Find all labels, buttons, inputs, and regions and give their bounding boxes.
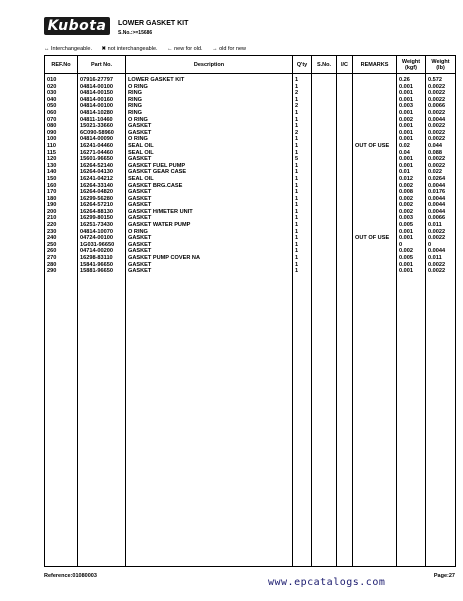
description-column: [126, 74, 293, 567]
table-body-row: [45, 74, 456, 567]
ref-no-cell: 240: [47, 235, 57, 242]
ref-no-cell: 210: [47, 215, 57, 222]
page-number: Page:27: [433, 573, 455, 579]
ref-no-cell: 050: [47, 103, 57, 110]
serial-number-note: S.No.:>=15686: [118, 30, 153, 36]
qty-cell: 1: [295, 83, 299, 90]
part-no-cell: 16299-56280: [80, 195, 113, 202]
remarks-cell: [355, 84, 394, 91]
remarks-cell: [355, 202, 394, 209]
qty-cell: 2: [295, 129, 299, 136]
weight-lb-cell: 0.572: [428, 77, 442, 83]
ref-no-cell: 040: [47, 96, 57, 103]
weight-lb-cell: 0.011: [428, 255, 442, 262]
qty-cell: 1: [295, 261, 299, 268]
ref-no-cell: 010: [47, 77, 57, 83]
qty-cell: 1: [295, 235, 299, 242]
weight-lb-cell: 0.0022: [428, 261, 446, 268]
description-cell: SEAL OIL: [128, 142, 154, 149]
qty-cell: 1: [295, 136, 299, 143]
part-no-cell: 04814-00150: [80, 90, 113, 97]
col-header-ic: I/C: [337, 56, 353, 74]
part-no-cell: 16298-83110: [80, 255, 113, 262]
weight-kgf-cell: 0.26: [399, 77, 410, 83]
part-no-cell: 16264-57210: [80, 202, 113, 209]
description-cell: GASKET GEAR CASE: [128, 169, 187, 176]
part-no-cell: 16241-04212: [80, 175, 113, 182]
remarks-cell: [355, 209, 394, 216]
part-no-column: [78, 74, 126, 567]
ref-no-cell: 220: [47, 222, 57, 229]
weight-kgf-cell: 0.001: [399, 83, 413, 90]
remarks-cell: [355, 262, 394, 269]
weight-lb-cell: 0.0044: [428, 182, 446, 189]
description-cell: GASKET H/METER UNIT: [128, 208, 193, 215]
remarks-cell: [355, 255, 394, 262]
remarks-cell: OUT OF USE: [355, 235, 390, 242]
qty-cell: 2: [295, 103, 299, 110]
ref-no-cell: 270: [47, 255, 57, 262]
watermark-url: www.epcatalogs.com: [268, 577, 386, 588]
ref-no-cell: 110: [47, 142, 57, 149]
description-cell: SEAL OIL: [128, 149, 154, 156]
reference-number: Reference:01080003: [44, 573, 97, 579]
remarks-cell: [355, 123, 394, 130]
weight-kgf-cell: 0.001: [399, 261, 413, 268]
qty-cell: 1: [295, 169, 299, 176]
ref-no-column: [45, 74, 78, 567]
description-cell: GASKET: [128, 241, 152, 248]
remarks-cell: [355, 136, 394, 143]
ref-no-cell: 260: [47, 248, 57, 255]
part-no-cell: 16241-04460: [80, 142, 113, 149]
ref-no-cell: 280: [47, 261, 57, 268]
weight-lb-cell: 0.0022: [428, 162, 446, 169]
remarks-cell: [355, 183, 394, 190]
ref-no-cell: 160: [47, 182, 57, 189]
part-no-cell: 16264-52140: [80, 162, 113, 169]
weight-lb-cell: 0.0022: [428, 109, 446, 116]
description-cell: O RING: [128, 136, 148, 143]
weight-lb-cell: 0.044: [428, 142, 442, 149]
weight-lb-cell: 0.0264: [428, 175, 446, 182]
weight-lb-cell: 0.0044: [428, 202, 446, 209]
remarks-cell: [355, 117, 394, 124]
col-header-weight-lb: Weight (lb): [426, 56, 456, 74]
weight-kgf-cell: 0.008: [399, 189, 413, 196]
part-no-cell: 15601-96650: [80, 156, 113, 163]
part-no-cell: 16251-73430: [80, 222, 113, 229]
col-header-ref-no: REF.No: [45, 56, 78, 74]
remarks-cell: [355, 222, 394, 229]
weight-kgf-column: [397, 74, 426, 567]
weight-kgf-cell: 0.002: [399, 182, 413, 189]
description-cell: GASKET: [128, 268, 152, 275]
remarks-cell: [355, 156, 394, 163]
weight-kgf-cell: 0.001: [399, 268, 413, 275]
weight-lb-cell: 0.088: [428, 149, 442, 156]
qty-cell: 1: [295, 77, 299, 83]
description-cell: GASKET: [128, 123, 152, 130]
col-header-description: Description: [126, 56, 293, 74]
col-header-serial-no: S.No.: [312, 56, 337, 74]
weight-lb-column: [426, 74, 456, 567]
page-title: LOWER GASKET KIT: [118, 20, 189, 27]
legend-old-for-new: → old for new: [212, 46, 246, 52]
remarks-cell: [355, 97, 394, 104]
part-no-cell: 04814-00100: [80, 83, 113, 90]
ref-no-cell: 020: [47, 83, 57, 90]
qty-cell: 1: [295, 202, 299, 209]
description-cell: GASKET: [128, 129, 152, 136]
qty-cell: 1: [295, 208, 299, 215]
description-cell: RING: [128, 109, 142, 116]
remarks-cell: [355, 169, 394, 176]
weight-kgf-cell: 0: [399, 241, 403, 248]
remarks-cell: OUT OF USE: [355, 142, 390, 149]
part-no-cell: 16264-33140: [80, 182, 113, 189]
weight-kgf-cell: 0.001: [399, 123, 413, 130]
ref-no-cell: 090: [47, 129, 57, 136]
ref-no-cell: 250: [47, 241, 57, 248]
weight-kgf-cell: 0.04: [399, 149, 410, 156]
part-no-cell: 04814-00160: [80, 96, 113, 103]
ref-no-cell: 180: [47, 195, 57, 202]
remarks-cell: [355, 150, 394, 157]
brand-logo-text: Kubota: [47, 18, 107, 34]
serial-no-column: [312, 74, 337, 567]
part-no-cell: 04814-00100: [80, 103, 113, 110]
weight-lb-cell: 0.0022: [428, 83, 446, 90]
qty-cell: 1: [295, 182, 299, 189]
weight-kgf-cell: 0.002: [399, 208, 413, 215]
weight-lb-cell: 0.0044: [428, 116, 446, 123]
part-no-cell: 15021-33660: [80, 123, 113, 130]
col-header-weight-kgf: Weight (kgf): [397, 56, 426, 74]
remarks-cell: [355, 176, 394, 183]
weight-kgf-cell: 0.02: [399, 142, 410, 149]
qty-cell: 1: [295, 241, 299, 248]
ref-no-cell: 070: [47, 116, 57, 123]
weight-lb-cell: 0.0022: [428, 96, 446, 103]
description-cell: RING: [128, 90, 142, 97]
weight-lb-cell: 0.022: [428, 169, 442, 176]
part-no-cell: 04811-10460: [80, 116, 113, 123]
part-no-cell: 1G031-96650: [80, 241, 115, 248]
qty-column: [293, 74, 312, 567]
weight-kgf-cell: 0.001: [399, 235, 413, 242]
remarks-cell: [355, 248, 394, 255]
description-cell: GASKET: [128, 235, 152, 242]
description-cell: GASKET BRG.CASE: [128, 182, 183, 189]
weight-lb-cell: 0.0176: [428, 189, 446, 196]
col-header-remarks: REMARKS: [353, 56, 397, 74]
weight-kgf-cell: 0.005: [399, 222, 413, 229]
col-header-qty: Q'ty: [293, 56, 312, 74]
ref-no-cell: 130: [47, 162, 57, 169]
remarks-cell: [355, 163, 394, 170]
description-cell: GASKET PUMP COVER NA: [128, 255, 201, 262]
weight-lb-cell: 0.0066: [428, 103, 446, 110]
ref-no-cell: 080: [47, 123, 57, 130]
part-no-cell: 04814-00090: [80, 136, 113, 143]
qty-cell: 1: [295, 123, 299, 130]
remarks-cell: [355, 242, 394, 249]
weight-kgf-cell: 0.003: [399, 103, 413, 110]
qty-cell: 1: [295, 195, 299, 202]
ref-no-cell: 200: [47, 208, 57, 215]
weight-kgf-cell: 0.002: [399, 248, 413, 255]
qty-cell: 1: [295, 175, 299, 182]
description-cell: GASKET: [128, 248, 152, 255]
qty-cell: 1: [295, 228, 299, 235]
description-cell: GASKET: [128, 195, 152, 202]
weight-kgf-cell: 0.001: [399, 129, 413, 136]
part-no-cell: 16264-88130: [80, 208, 113, 215]
weight-lb-cell: 0.0044: [428, 248, 446, 255]
weight-lb-cell: 0.0022: [428, 136, 446, 143]
weight-kgf-cell: 0.001: [399, 162, 413, 169]
weight-kgf-cell: 0.001: [399, 109, 413, 116]
remarks-cell: [355, 268, 394, 275]
weight-kgf-cell: 0.002: [399, 195, 413, 202]
ref-no-cell: 190: [47, 202, 57, 209]
weight-lb-cell: 0.0044: [428, 208, 446, 215]
kubota-logo: [44, 17, 110, 35]
weight-kgf-cell: 0.002: [399, 202, 413, 209]
weight-lb-cell: 0: [428, 241, 432, 248]
description-cell: GASKET: [128, 156, 152, 163]
qty-cell: 1: [295, 96, 299, 103]
parts-table: [44, 55, 456, 567]
weight-lb-cell: 0.0022: [428, 129, 446, 136]
part-no-cell: 16264-04130: [80, 169, 113, 176]
ref-no-cell: 140: [47, 169, 57, 176]
remarks-cell: [355, 229, 394, 236]
legend-new-for-old: ← new for old.: [167, 46, 203, 52]
description-cell: RING: [128, 103, 142, 110]
qty-cell: 1: [295, 142, 299, 149]
part-no-cell: 6C090-58960: [80, 129, 114, 136]
description-cell: GASKET: [128, 202, 152, 209]
description-cell: O RING: [128, 116, 148, 123]
description-cell: LOWER GASKET KIT: [128, 77, 185, 83]
description-cell: SEAL OIL: [128, 175, 154, 182]
remarks-cell: [355, 189, 394, 196]
qty-cell: 1: [295, 222, 299, 229]
weight-lb-cell: 0.0066: [428, 215, 446, 222]
part-no-cell: 04814-10280: [80, 109, 113, 116]
qty-cell: 1: [295, 268, 299, 275]
part-no-cell: 07916-27797: [80, 77, 113, 83]
description-cell: RING: [128, 96, 142, 103]
weight-kgf-cell: 0.01: [399, 169, 410, 176]
legend-interchangeable: ↔ Interchangeable.: [44, 46, 93, 52]
weight-lb-cell: 0.011: [428, 222, 442, 229]
qty-cell: 1: [295, 215, 299, 222]
qty-cell: 1: [295, 109, 299, 116]
ref-no-cell: 100: [47, 136, 57, 143]
ref-no-cell: 115: [47, 149, 57, 156]
part-no-cell: 16299-80150: [80, 215, 113, 222]
qty-cell: 1: [295, 149, 299, 156]
weight-kgf-cell: 0.012: [399, 175, 413, 182]
description-cell: O RING: [128, 83, 148, 90]
qty-cell: 1: [295, 248, 299, 255]
legend-not-interchangeable: ✖ not interchangeable.: [101, 46, 158, 52]
part-no-cell: 04724-00100: [80, 235, 113, 242]
description-cell: GASKET: [128, 189, 152, 196]
description-cell: GASKET FUEL PUMP: [128, 162, 186, 169]
part-no-cell: 15881-96650: [80, 268, 113, 275]
description-cell: GASKET: [128, 215, 152, 222]
col-header-part-no: Part No.: [78, 56, 126, 74]
interchangeability-legend: [44, 46, 254, 52]
qty-cell: 5: [295, 156, 299, 163]
ref-no-cell: 230: [47, 228, 57, 235]
weight-kgf-cell: 0.001: [399, 96, 413, 103]
qty-cell: 2: [295, 90, 299, 97]
qty-cell: 1: [295, 162, 299, 169]
ref-no-cell: 030: [47, 90, 57, 97]
weight-lb-cell: 0.0022: [428, 123, 446, 130]
ref-no-cell: 150: [47, 175, 57, 182]
ref-no-cell: 290: [47, 268, 57, 275]
part-no-cell: 04814-10070: [80, 228, 113, 235]
remarks-cell: [355, 90, 394, 97]
ref-no-cell: 060: [47, 109, 57, 116]
weight-lb-cell: 0.0022: [428, 268, 446, 275]
weight-kgf-cell: 0.001: [399, 90, 413, 97]
weight-kgf-cell: 0.005: [399, 255, 413, 262]
qty-cell: 1: [295, 189, 299, 196]
weight-kgf-cell: 0.002: [399, 116, 413, 123]
remarks-cell: [355, 77, 394, 84]
remarks-cell: [355, 103, 394, 110]
remarks-cell: [355, 110, 394, 117]
weight-kgf-cell: 0.003: [399, 215, 413, 222]
ref-no-cell: 170: [47, 189, 57, 196]
weight-kgf-cell: 0.001: [399, 136, 413, 143]
weight-kgf-cell: 0.001: [399, 156, 413, 163]
weight-lb-cell: 0.0022: [428, 228, 446, 235]
remarks-cell: [355, 215, 394, 222]
description-cell: O RING: [128, 228, 148, 235]
remarks-column: [353, 74, 397, 567]
description-cell: GASKET: [128, 261, 152, 268]
qty-cell: 1: [295, 255, 299, 262]
ref-no-cell: 120: [47, 156, 57, 163]
description-cell: GASKET WATER PUMP: [128, 222, 191, 229]
weight-lb-cell: 0.0022: [428, 235, 446, 242]
part-no-cell: 16264-04820: [80, 189, 113, 196]
table-header-row: [45, 56, 456, 74]
qty-cell: 1: [295, 116, 299, 123]
ic-column: [337, 74, 353, 567]
remarks-cell: [355, 196, 394, 203]
remarks-cell: [355, 130, 394, 137]
weight-kgf-cell: 0.001: [399, 228, 413, 235]
weight-lb-cell: 0.0022: [428, 90, 446, 97]
weight-lb-cell: 0.0022: [428, 156, 446, 163]
part-no-cell: 16271-04460: [80, 149, 113, 156]
weight-lb-cell: 0.0044: [428, 195, 446, 202]
part-no-cell: 04714-00200: [80, 248, 113, 255]
part-no-cell: 15841-96650: [80, 261, 113, 268]
